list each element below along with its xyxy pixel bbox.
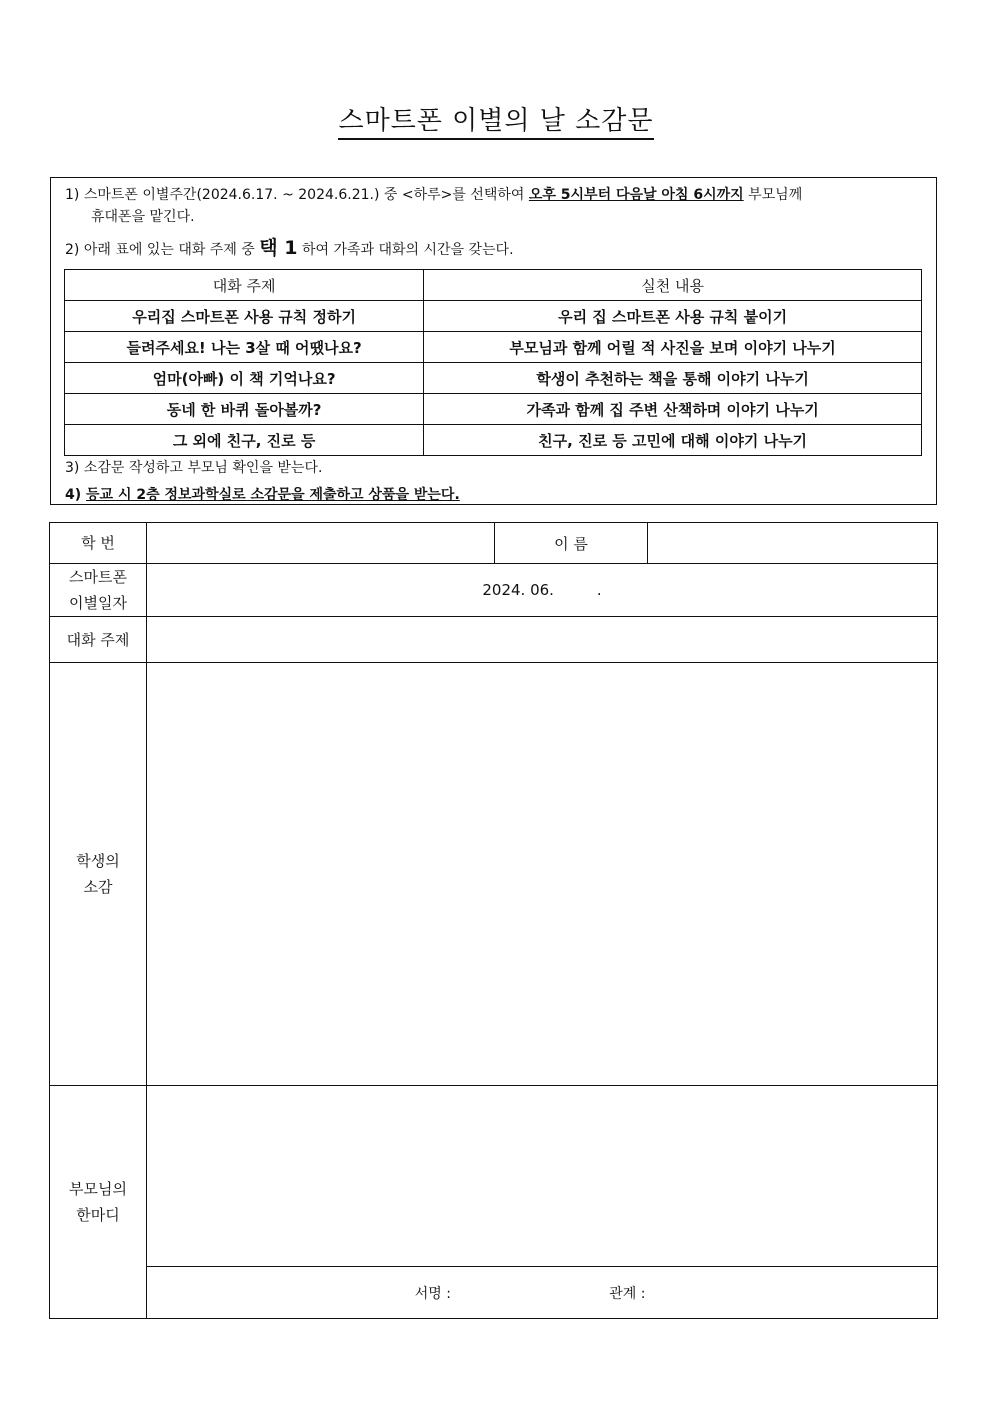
time-emphasis: 오후 5시부터 다음날 아침 6시까지 bbox=[528, 187, 744, 203]
topics-header-row bbox=[65, 270, 922, 301]
name-field[interactable] bbox=[648, 523, 938, 564]
topic-cell: 엄마(아빠) 이 책 기억나요? bbox=[65, 363, 424, 394]
instructions-box bbox=[50, 177, 937, 505]
practice-cell: 부모님과 함께 어릴 적 사진을 보며 이야기 나누기 bbox=[424, 332, 922, 363]
signature-label: 서명 : bbox=[414, 1285, 451, 1302]
parent-label: 부모님의 한마디 bbox=[50, 1086, 147, 1319]
reflection-form bbox=[49, 522, 938, 1319]
header-practice: 실천 내용 bbox=[424, 270, 922, 301]
instruction-2: 2) 아래 표에 있는 대화 주제 중 택 1 하여 가족과 대화의 시간을 갖는다. bbox=[65, 237, 514, 259]
relation-label: 관계 : bbox=[609, 1285, 646, 1302]
impression-label: 학생의 소감 bbox=[50, 663, 147, 1086]
topic-cell: 동네 한 바퀴 돌아볼까? bbox=[65, 394, 424, 425]
instruction-1-cont: 휴대폰을 맡긴다. bbox=[91, 209, 195, 225]
name-label: 이 름 bbox=[495, 523, 648, 564]
practice-cell: 학생이 추천하는 책을 통해 이야기 나누기 bbox=[424, 363, 922, 394]
instruction-4: 4) 등교 시 2층 정보과학실로 소감문을 제출하고 상품을 받는다. bbox=[65, 487, 460, 503]
table-row bbox=[65, 332, 922, 363]
instruction-3: 3) 소감문 작성하고 부모님 확인을 받는다. bbox=[65, 460, 323, 476]
table-row bbox=[65, 394, 922, 425]
impression-field[interactable] bbox=[147, 663, 938, 1086]
date-field[interactable] bbox=[147, 564, 938, 617]
topics-table bbox=[64, 269, 922, 456]
choose-one-emphasis: 택 1 bbox=[259, 237, 298, 259]
topic-label: 대화 주제 bbox=[50, 617, 147, 663]
table-row bbox=[65, 363, 922, 394]
table-row bbox=[65, 301, 922, 332]
topic-field[interactable] bbox=[147, 617, 938, 663]
date-value: 2024. 06. . bbox=[482, 581, 602, 599]
instruction-1: 1) 스마트폰 이별주간(2024.6.17. ~ 2024.6.21.) 중 <하루>를 선택하여 오후 5시부터 다음날 아침 6시까지 부모님께 bbox=[65, 187, 803, 203]
page-title: 스마트폰 이별의 날 소감문 bbox=[0, 100, 992, 137]
student-id-label: 학 번 bbox=[50, 523, 147, 564]
topic-cell: 그 외에 친구, 진로 등 bbox=[65, 425, 424, 456]
topic-cell: 들려주세요! 나는 3살 때 어땠나요? bbox=[65, 332, 424, 363]
parent-comment-field[interactable] bbox=[147, 1086, 938, 1267]
topic-cell: 우리집 스마트폰 사용 규칙 정하기 bbox=[65, 301, 424, 332]
student-id-field[interactable] bbox=[147, 523, 495, 564]
practice-cell: 우리 집 스마트폰 사용 규칙 붙이기 bbox=[424, 301, 922, 332]
date-label: 스마트폰 이별일자 bbox=[50, 564, 147, 617]
header-topic: 대화 주제 bbox=[65, 270, 424, 301]
practice-cell: 가족과 함께 집 주변 산책하며 이야기 나누기 bbox=[424, 394, 922, 425]
practice-cell: 친구, 진로 등 고민에 대해 이야기 나누기 bbox=[424, 425, 922, 456]
table-row bbox=[65, 425, 922, 456]
signature-row bbox=[147, 1267, 938, 1319]
